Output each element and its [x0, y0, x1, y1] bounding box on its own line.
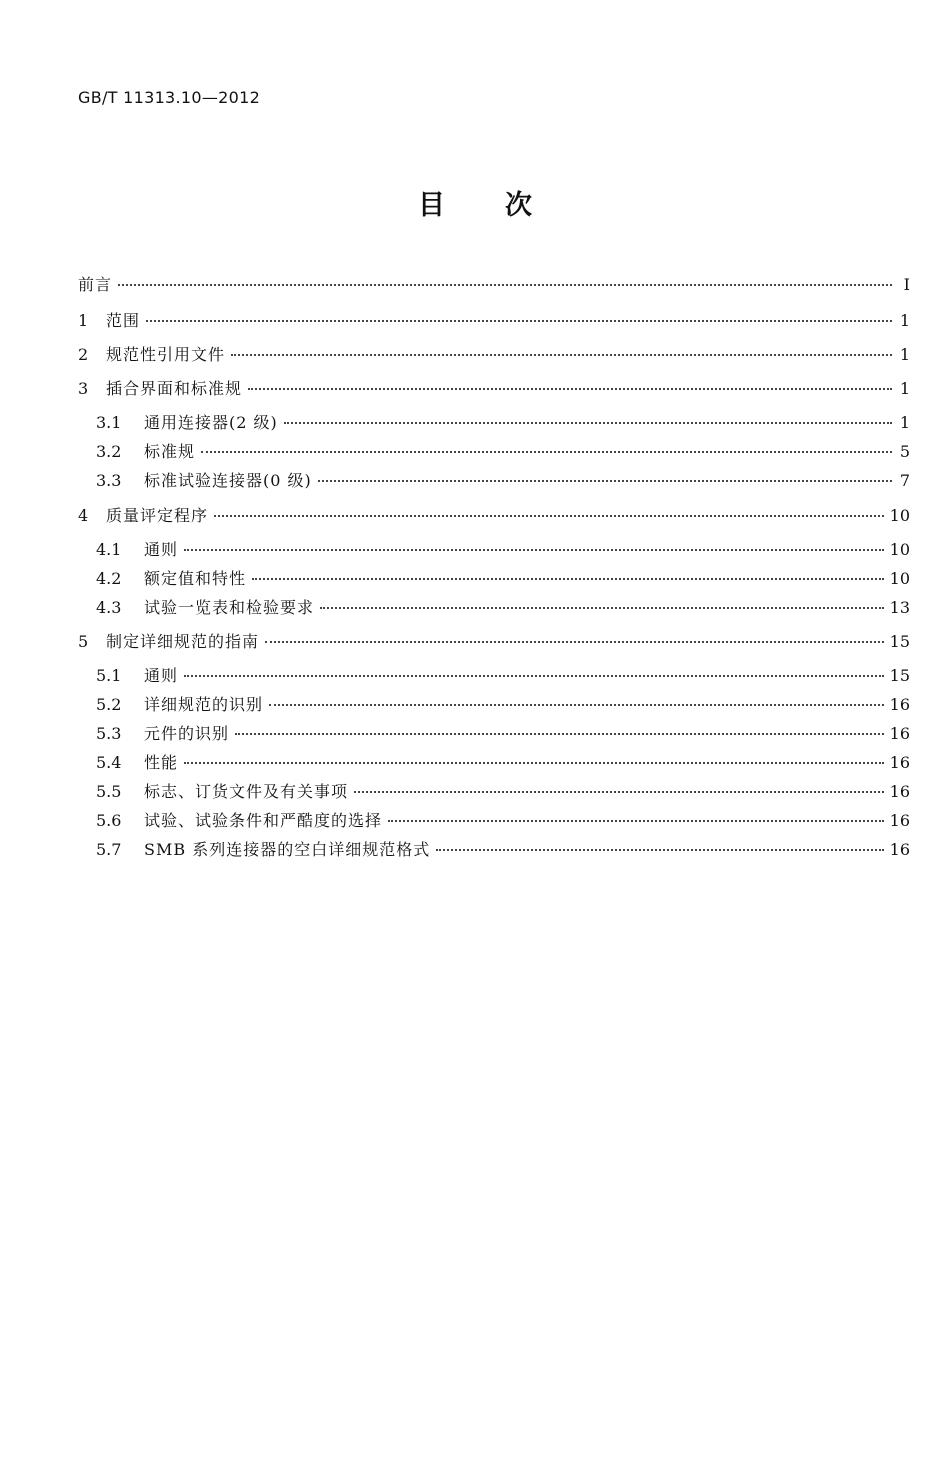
title-char-2: 次	[505, 190, 532, 221]
toc-entry-number: 4.3	[96, 598, 122, 617]
toc-entry-page: 1	[899, 413, 910, 432]
toc-entry-page: 15	[889, 666, 910, 685]
toc-entry-label: 制定详细规范的指南	[106, 632, 260, 651]
toc-entry-3[interactable]	[78, 376, 910, 400]
toc-entry-4-2[interactable]	[78, 566, 910, 590]
toc-entry-number: 4.2	[96, 569, 122, 588]
toc-leader	[118, 284, 892, 286]
page-title	[0, 183, 950, 222]
toc-leader	[284, 422, 892, 424]
toc-entry-number: 1	[78, 311, 89, 330]
toc-entry-5-5[interactable]	[78, 779, 910, 803]
toc-entry-5-2[interactable]	[78, 692, 910, 716]
toc-entry-2[interactable]	[78, 342, 910, 366]
toc-entry-number: 5.6	[96, 811, 122, 830]
toc-entry-page: 10	[889, 569, 910, 588]
toc-entry-page: 5	[899, 442, 910, 461]
toc-entry-label: 质量评定程序	[106, 506, 209, 525]
toc-leader	[320, 607, 884, 609]
toc-leader	[184, 549, 884, 551]
toc-entry-number: 5.4	[96, 753, 122, 772]
toc-entry-number: 3.2	[96, 442, 122, 461]
toc-entry-label: 详细规范的识别	[144, 695, 264, 714]
toc-entry-5-7[interactable]	[78, 837, 910, 861]
toc-entry-4-3[interactable]	[78, 595, 910, 619]
toc-entry-4-1[interactable]	[78, 537, 910, 561]
toc-leader	[231, 354, 892, 356]
toc-leader	[265, 641, 884, 643]
toc-entry-number: 5.3	[96, 724, 122, 743]
toc-entry-label: 标志、订货文件及有关事项	[144, 782, 349, 801]
toc-leader	[252, 578, 884, 580]
toc-entry-5-3[interactable]	[78, 721, 910, 745]
toc-entry-page: 16	[889, 811, 910, 830]
toc-entry-page: 16	[889, 695, 910, 714]
toc-leader	[201, 451, 892, 453]
toc-entry-page: 1	[899, 379, 910, 398]
toc-entry-number: 2	[78, 345, 89, 364]
toc-entry-label: 通则	[144, 666, 179, 685]
toc-entry-label: SMB 系列连接器的空白详细规范格式	[144, 840, 431, 859]
toc-entry-5-6[interactable]	[78, 808, 910, 832]
toc-entry-number: 5	[78, 632, 89, 651]
toc-leader	[354, 791, 884, 793]
toc-entry-number: 5.5	[96, 782, 122, 801]
toc-leader	[318, 480, 892, 482]
toc-entry-3-3[interactable]	[78, 468, 910, 492]
toc-entry-page: 10	[889, 540, 910, 559]
toc-entry-label: 通用连接器(2 级)	[144, 413, 278, 432]
toc-entry-page: 13	[889, 598, 910, 617]
toc-entry-1[interactable]	[78, 308, 910, 332]
toc-entry-label: 规范性引用文件	[106, 345, 226, 364]
toc-entry-page: 1	[899, 311, 910, 330]
toc-entry-number: 4	[78, 506, 89, 525]
toc-entry-3-2[interactable]	[78, 439, 910, 463]
toc-entry-number: 3.1	[96, 413, 122, 432]
toc-entry-5-1[interactable]	[78, 663, 910, 687]
toc-entry-page: 16	[889, 782, 910, 801]
toc-entry-label: 试验、试验条件和严酷度的选择	[144, 811, 383, 830]
toc-entry-page: 7	[899, 471, 910, 490]
toc-entry-label: 范围	[106, 311, 141, 330]
toc-entry-number: 5.1	[96, 666, 122, 685]
toc-entry-page: 16	[889, 753, 910, 772]
toc-leader	[184, 675, 884, 677]
toc-leader	[235, 733, 884, 735]
toc-entry-label: 额定值和特性	[144, 569, 247, 588]
toc-entry-label: 性能	[144, 753, 179, 772]
toc-leader	[214, 515, 884, 517]
toc-entry-4[interactable]	[78, 503, 910, 527]
toc-entry-label: 通则	[144, 540, 179, 559]
toc-entry-number: 3.3	[96, 471, 122, 490]
toc-entry-page: 1	[899, 345, 910, 364]
toc-entry-5[interactable]	[78, 629, 910, 653]
toc-entry-number: 4.1	[96, 540, 122, 559]
standard-code: GB/T 11313.10—2012	[78, 88, 261, 107]
toc-entry-page: 15	[889, 632, 910, 651]
toc-entry-page: 16	[889, 724, 910, 743]
toc-leader	[388, 820, 884, 822]
toc-entry-label: 试验一览表和检验要求	[144, 598, 315, 617]
toc-entry-label: 前言	[78, 275, 113, 294]
toc-entry-label: 标准规	[144, 442, 196, 461]
toc-entry-label: 元件的识别	[144, 724, 230, 743]
toc-entry-number: 5.2	[96, 695, 122, 714]
toc-entry-label: 插合界面和标准规	[106, 379, 243, 398]
toc-leader	[269, 704, 884, 706]
toc-entry-foreword[interactable]	[78, 272, 910, 296]
title-char-1: 目	[418, 190, 445, 221]
toc-leader	[248, 388, 892, 390]
toc-entry-page: 16	[889, 840, 910, 859]
toc-entry-3-1[interactable]	[78, 410, 910, 434]
toc-leader	[184, 762, 884, 764]
toc-leader	[436, 849, 883, 851]
toc-entry-5-4[interactable]	[78, 750, 910, 774]
toc-leader	[146, 320, 892, 322]
toc-entry-label: 标准试验连接器(0 级)	[144, 471, 312, 490]
toc-entry-page: Ⅰ	[903, 275, 910, 294]
toc-entry-number: 5.7	[96, 840, 122, 859]
toc-entry-number: 3	[78, 379, 89, 398]
toc-entry-page: 10	[889, 506, 910, 525]
